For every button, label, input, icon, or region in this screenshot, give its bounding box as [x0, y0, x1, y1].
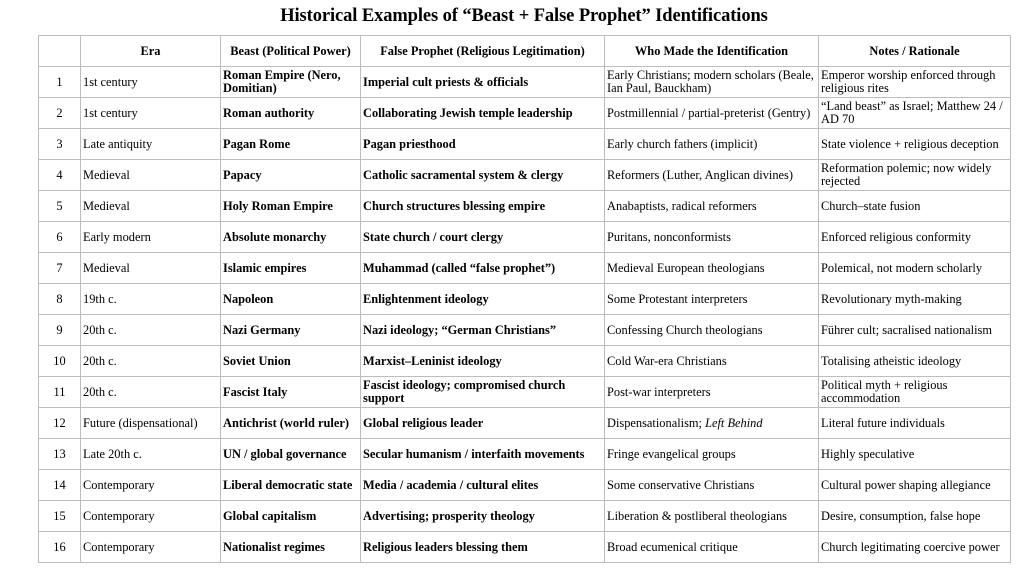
- cell-beast: [221, 129, 361, 160]
- identifications-table: [38, 35, 1011, 563]
- cell-era: [81, 222, 221, 253]
- cell-era: [81, 129, 221, 160]
- row-number: [39, 160, 81, 191]
- cell-who: [605, 129, 819, 160]
- cell-era: [81, 160, 221, 191]
- cell-beast: [221, 377, 361, 408]
- cell-notes: [819, 222, 1011, 253]
- row-number: [39, 191, 81, 222]
- row-number-text: 6: [56, 229, 63, 244]
- cell-beast-text: Global capitalism: [223, 508, 317, 523]
- cell-notes-text: Reformation polemic; now widely rejected: [821, 161, 992, 188]
- cell-era: [81, 470, 221, 501]
- table-row: [39, 191, 1011, 222]
- cell-era: [81, 408, 221, 439]
- cell-era-text: 20th c.: [83, 322, 117, 337]
- row-number-text: 13: [53, 446, 66, 461]
- cell-who-text: Postmillennial / partial-preterist (Gentry): [607, 105, 811, 120]
- cell-false-prophet-text: Muhammad (called “false prophet”): [363, 260, 556, 275]
- cell-notes: [819, 67, 1011, 98]
- row-number: [39, 253, 81, 284]
- cell-notes-text: State violence + religious deception: [821, 136, 999, 151]
- header-false-prophet: False Prophet (Religious Legitimation): [361, 36, 605, 67]
- cell-notes-text: Church–state fusion: [821, 198, 921, 213]
- cell-beast: [221, 98, 361, 129]
- cell-false-prophet: [361, 67, 605, 98]
- table-row: [39, 532, 1011, 563]
- cell-notes: [819, 160, 1011, 191]
- cell-notes-text: Desire, consumption, false hope: [821, 508, 981, 523]
- cell-who: [605, 439, 819, 470]
- cell-who-text: Anabaptists, radical reformers: [607, 198, 757, 213]
- row-number-text: 5: [56, 198, 63, 213]
- row-number-text: 4: [56, 167, 63, 182]
- table-row: [39, 129, 1011, 160]
- cell-era-text: Medieval: [83, 167, 130, 182]
- cell-false-prophet-text: Imperial cult priests & officials: [363, 74, 529, 89]
- cell-era-text: Contemporary: [83, 539, 155, 554]
- cell-notes-text: Führer cult; sacralised nationalism: [821, 322, 993, 337]
- table-row: [39, 439, 1011, 470]
- cell-notes-text: Highly speculative: [821, 446, 915, 461]
- cell-who-text: Post-war interpreters: [607, 384, 711, 399]
- cell-false-prophet: [361, 315, 605, 346]
- row-number: [39, 501, 81, 532]
- cell-beast: [221, 532, 361, 563]
- row-number: [39, 315, 81, 346]
- cell-beast: [221, 67, 361, 98]
- cell-notes: [819, 377, 1011, 408]
- cell-beast-text: Roman authority: [223, 105, 315, 120]
- cell-notes-text: Church legitimating coercive power: [821, 539, 1000, 554]
- row-number: [39, 377, 81, 408]
- cell-who: [605, 222, 819, 253]
- cell-era-text: Early modern: [83, 229, 151, 244]
- cell-era: [81, 284, 221, 315]
- cell-who: [605, 532, 819, 563]
- cell-who: [605, 284, 819, 315]
- cell-false-prophet-text: Enlightenment ideology: [363, 291, 489, 306]
- cell-false-prophet-text: State church / court clergy: [363, 229, 504, 244]
- header-notes: Notes / Rationale: [819, 36, 1011, 67]
- cell-era: [81, 501, 221, 532]
- table-row: [39, 377, 1011, 408]
- cell-false-prophet-text: Media / academia / cultural elites: [363, 477, 539, 492]
- cell-false-prophet-text: Catholic sacramental system & clergy: [363, 167, 564, 182]
- cell-era-text: 1st century: [83, 105, 138, 120]
- table-row: [39, 67, 1011, 98]
- page-title: Historical Examples of “Beast + False Prophet” Identifications: [280, 6, 768, 26]
- cell-who-text: Early Christians; modern scholars (Beale, Ian Paul, Bauckham): [607, 68, 814, 95]
- cell-notes: [819, 284, 1011, 315]
- cell-who: [605, 67, 819, 98]
- row-number-text: 16: [53, 539, 66, 554]
- cell-era: [81, 191, 221, 222]
- cell-beast-text: Liberal democratic state: [223, 477, 353, 492]
- table-row: [39, 222, 1011, 253]
- row-number-text: 11: [53, 384, 66, 399]
- cell-notes: [819, 129, 1011, 160]
- cell-beast: [221, 284, 361, 315]
- cell-false-prophet: [361, 470, 605, 501]
- cell-notes-text: “Land beast” as Israel; Matthew 24 / AD 70: [821, 99, 1003, 126]
- row-number: [39, 408, 81, 439]
- cell-notes: [819, 315, 1011, 346]
- cell-notes-text: Political myth + religious accommodation: [821, 378, 948, 405]
- cell-beast-text: Fascist Italy: [223, 384, 288, 399]
- cell-notes-text: Cultural power shaping allegiance: [821, 477, 991, 492]
- cell-false-prophet: [361, 160, 605, 191]
- cell-beast: [221, 315, 361, 346]
- cell-beast: [221, 439, 361, 470]
- cell-who-text: Some conservative Christians: [607, 477, 755, 492]
- cell-era-text: Contemporary: [83, 508, 155, 523]
- header-number: [39, 36, 81, 67]
- row-number-text: 8: [56, 291, 63, 306]
- cell-who: [605, 470, 819, 501]
- cell-beast-text: Antichrist (world ruler): [223, 415, 349, 430]
- row-number: [39, 346, 81, 377]
- cell-who-text: Fringe evangelical groups: [607, 446, 736, 461]
- cell-false-prophet: [361, 532, 605, 563]
- cell-false-prophet-text: Global religious leader: [363, 415, 484, 430]
- cell-false-prophet: [361, 377, 605, 408]
- row-number: [39, 98, 81, 129]
- cell-beast-text: Napoleon: [223, 291, 274, 306]
- header-who: Who Made the Identification: [605, 36, 819, 67]
- table-row: [39, 98, 1011, 129]
- row-number: [39, 470, 81, 501]
- cell-era-text: 19th c.: [83, 291, 117, 306]
- cell-who: [605, 501, 819, 532]
- row-number: [39, 129, 81, 160]
- cell-beast-text: Roman Empire (Nero, Domitian): [223, 68, 341, 95]
- cell-false-prophet-text: Collaborating Jewish temple leadership: [363, 105, 573, 120]
- table-row: [39, 160, 1011, 191]
- cell-who-italic-text: Left Behind: [705, 415, 763, 430]
- cell-era: [81, 346, 221, 377]
- cell-false-prophet: [361, 129, 605, 160]
- row-number-text: 12: [53, 415, 66, 430]
- header-era: Era: [81, 36, 221, 67]
- row-number: [39, 284, 81, 315]
- cell-who: [605, 253, 819, 284]
- cell-beast-text: UN / global governance: [223, 446, 347, 461]
- table-row: [39, 253, 1011, 284]
- cell-false-prophet-text: Secular humanism / interfaith movements: [363, 446, 585, 461]
- cell-who-text: Medieval European theologians: [607, 260, 765, 275]
- cell-beast-text: Papacy: [223, 167, 262, 182]
- cell-beast: [221, 470, 361, 501]
- cell-who: [605, 160, 819, 191]
- cell-notes-text: Emperor worship enforced through religious rites: [821, 68, 996, 95]
- cell-who: [605, 408, 819, 439]
- cell-era: [81, 253, 221, 284]
- cell-beast: [221, 408, 361, 439]
- row-number-text: 1: [56, 74, 63, 89]
- cell-false-prophet: [361, 253, 605, 284]
- cell-notes: [819, 98, 1011, 129]
- cell-notes: [819, 253, 1011, 284]
- cell-who-text: Early church fathers (implicit): [607, 136, 758, 151]
- cell-who: [605, 377, 819, 408]
- cell-notes-text: Polemical, not modern scholarly: [821, 260, 983, 275]
- cell-era: [81, 315, 221, 346]
- cell-era-text: Late 20th c.: [83, 446, 142, 461]
- cell-who-text: Dispensationalism;: [607, 415, 706, 430]
- row-number-text: 7: [56, 260, 63, 275]
- table-row: [39, 315, 1011, 346]
- cell-false-prophet-text: Advertising; prosperity theology: [363, 508, 535, 523]
- row-number-text: 3: [56, 136, 63, 151]
- cell-beast: [221, 253, 361, 284]
- cell-false-prophet-text: Church structures blessing empire: [363, 198, 546, 213]
- cell-beast: [221, 191, 361, 222]
- row-number-text: 14: [53, 477, 66, 492]
- cell-notes: [819, 501, 1011, 532]
- cell-false-prophet: [361, 222, 605, 253]
- cell-notes-text: Enforced religious conformity: [821, 229, 972, 244]
- cell-notes: [819, 191, 1011, 222]
- cell-beast: [221, 501, 361, 532]
- cell-who-text: Broad ecumenical critique: [607, 539, 738, 554]
- cell-false-prophet: [361, 501, 605, 532]
- cell-false-prophet: [361, 408, 605, 439]
- cell-era-text: Late antiquity: [83, 136, 153, 151]
- cell-era-text: Medieval: [83, 260, 130, 275]
- cell-era-text: Contemporary: [83, 477, 155, 492]
- cell-era-text: 20th c.: [83, 353, 117, 368]
- cell-era-text: Medieval: [83, 198, 130, 213]
- cell-who-text: Reformers (Luther, Anglican divines): [607, 167, 793, 182]
- cell-false-prophet: [361, 98, 605, 129]
- row-number: [39, 532, 81, 563]
- cell-notes: [819, 408, 1011, 439]
- cell-beast-text: Holy Roman Empire: [223, 198, 333, 213]
- cell-who: [605, 315, 819, 346]
- cell-false-prophet: [361, 346, 605, 377]
- cell-false-prophet: [361, 439, 605, 470]
- row-number: [39, 222, 81, 253]
- table-row: [39, 501, 1011, 532]
- cell-false-prophet-text: Pagan priesthood: [363, 136, 456, 151]
- cell-who-text: Cold War-era Christians: [607, 353, 727, 368]
- cell-false-prophet-text: Fascist ideology; compromised church support: [363, 378, 566, 405]
- cell-who: [605, 98, 819, 129]
- cell-false-prophet-text: Nazi ideology; “German Christians”: [363, 322, 557, 337]
- header-row: [39, 36, 1011, 67]
- cell-notes: [819, 439, 1011, 470]
- row-number-text: 10: [53, 353, 66, 368]
- cell-era: [81, 98, 221, 129]
- cell-who: [605, 346, 819, 377]
- row-number-text: 9: [56, 322, 63, 337]
- cell-beast: [221, 222, 361, 253]
- row-number: [39, 439, 81, 470]
- cell-false-prophet-text: Marxist–Leninist ideology: [363, 353, 502, 368]
- cell-who: [605, 191, 819, 222]
- cell-beast-text: Nazi Germany: [223, 322, 301, 337]
- row-number: [39, 67, 81, 98]
- table-row: [39, 470, 1011, 501]
- row-number-text: 2: [56, 105, 63, 120]
- cell-beast-text: Nationalist regimes: [223, 539, 325, 554]
- table-row: [39, 346, 1011, 377]
- cell-notes: [819, 346, 1011, 377]
- cell-false-prophet: [361, 284, 605, 315]
- cell-era-text: 1st century: [83, 74, 138, 89]
- cell-who-text: Some Protestant interpreters: [607, 291, 748, 306]
- cell-era-text: Future (dispensational): [83, 415, 198, 430]
- cell-era: [81, 67, 221, 98]
- cell-beast: [221, 160, 361, 191]
- cell-era: [81, 439, 221, 470]
- cell-beast-text: Absolute monarchy: [223, 229, 327, 244]
- row-number-text: 15: [53, 508, 66, 523]
- cell-false-prophet: [361, 191, 605, 222]
- cell-era: [81, 377, 221, 408]
- cell-beast-text: Soviet Union: [223, 353, 291, 368]
- cell-who-text: Puritans, nonconformists: [607, 229, 731, 244]
- cell-era-text: 20th c.: [83, 384, 117, 399]
- cell-beast: [221, 346, 361, 377]
- cell-era: [81, 532, 221, 563]
- cell-notes: [819, 532, 1011, 563]
- table-row: [39, 408, 1011, 439]
- table-row: [39, 284, 1011, 315]
- header-beast: Beast (Political Power): [221, 36, 361, 67]
- cell-beast-text: Pagan Rome: [223, 136, 291, 151]
- cell-beast-text: Islamic empires: [223, 260, 307, 275]
- cell-who-text: Liberation & postliberal theologians: [607, 508, 787, 523]
- cell-notes-text: Totalising atheistic ideology: [821, 353, 962, 368]
- cell-notes: [819, 470, 1011, 501]
- cell-false-prophet-text: Religious leaders blessing them: [363, 539, 528, 554]
- cell-who-text: Confessing Church theologians: [607, 322, 763, 337]
- cell-notes-text: Literal future individuals: [821, 415, 945, 430]
- cell-notes-text: Revolutionary myth-making: [821, 291, 962, 306]
